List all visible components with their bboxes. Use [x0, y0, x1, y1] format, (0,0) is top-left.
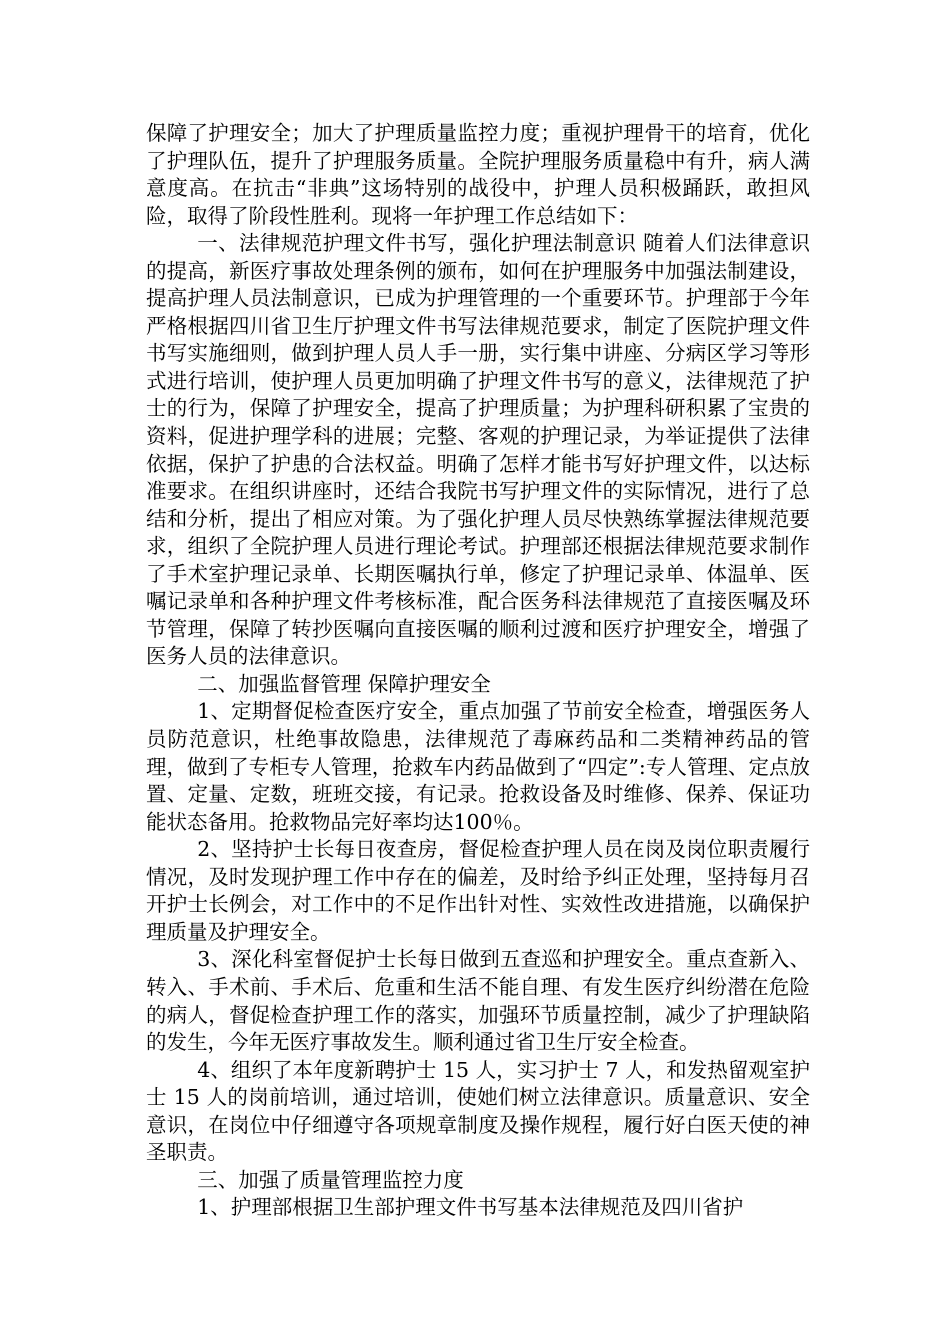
paragraph-item-2-4: 4、组织了本年度新聘护士 15 人，实习护士 7 人，和发热留观室护士 15 人的岗前培训，通过培训，使她们树立法律意识。质量意识、安全意识，在岗位中仔细遵守各项规章制度及操作规程，履行好白医天使的神圣职责。	[146, 1057, 810, 1165]
heading-section-3: 三、加强了质量管理监控力度	[197, 1167, 464, 1192]
document-body	[146, 120, 810, 1222]
paragraph-item-2-1: 1、定期督促检查医疗安全，重点加强了节前安全检查，增强医务人员防范意识，杜绝事故隐患，法律规范了毒麻药品和二类精神药品的管理，做到了专柜专人管理，抢救车内药品做到了“四定”:专人管理、定点放置、定量、定数，班班交接，有记录。抢救设备及时维修、保养、保证功能状态备用。抢救物品完好率均达100％。	[146, 699, 810, 834]
paragraph-intro: 保障了护理安全；加大了护理质量监控力度；重视护理骨干的培育，优化了护理队伍，提升了护理服务质量。全院护理服务质量稳中有升，病人满意度高。在抗击“非典”这场特别的战役中，护理人员积极踊跃，敢担风险，取得了阶段性胜利。现将一年护理工作总结如下：	[146, 121, 810, 228]
paragraph-section-1: 一、法律规范护理文件书写，强化护理法制意识 随着人们法律意识的提高，新医疗事故处理条例的颁布，如何在护理服务中加强法制建设，提高护理人员法制意识，已成为护理管理的一个重要环节。护理部于今年严格根据四川省卫生厅护理文件书写法律规范要求，制定了医院护理文件书写实施细则，做到护理人员人手一册，实行集中讲座、分病区学习等形式进行培训，使护理人员更加明确了护理文件书写的意义，法律规范了护士的行为，保障了护理安全，提高了护理质量；为护理科研积累了宝贵的资料，促进护理学科的进展；完整、客观的护理记录，为举证提供了法律依据，保护了护患的合法权益。明确了怎样才能书写好护理文件，以达标准要求。在组织讲座时，还结合我院书写护理文件的实际情况，进行了总结和分析，提出了相应对策。为了强化护理人员尽快熟练掌握法律规范要求，组织了全院护理人员进行理论考试。护理部还根据法律规范要求制作了手术室护理记录单、长期医嘱执行单，修定了护理记录单、体温单、医嘱记录单和各种护理文件考核标准，配合医务科法律规范了直接医嘱及环节管理，保障了转抄医嘱向直接医嘱的顺利过渡和医疗护理安全，增强了医务人员的法律意识。	[146, 231, 810, 669]
heading-section-2: 二、加强监督管理 保障护理安全	[197, 671, 491, 696]
paragraph-item-2-2: 2、坚持护士长每日夜查房，督促检查护理人员在岗及岗位职责履行情况，及时发现护理工作中存在的偏差，及时给予纠正处理，坚持每月召开护士长例会，对工作中的不足作出针对性、实效性改进措施，以确保护理质量及护理安全。	[146, 837, 810, 944]
paragraph-item-2-3: 3、深化科室督促护士长每日做到五查巡和护理安全。重点查新入、转入、手术前、手术后、危重和生活不能自理、有发生医疗纠纷潜在危险的病人，督促检查护理工作的落实，加强环节质量控制，减少了护理缺陷的发生，今年无医疗事故发生。顺利通过省卫生厅安全检查。	[146, 947, 810, 1055]
paragraph-item-3-1: 1、护理部根据卫生部护理文件书写基本法律规范及四川省护	[197, 1195, 744, 1220]
